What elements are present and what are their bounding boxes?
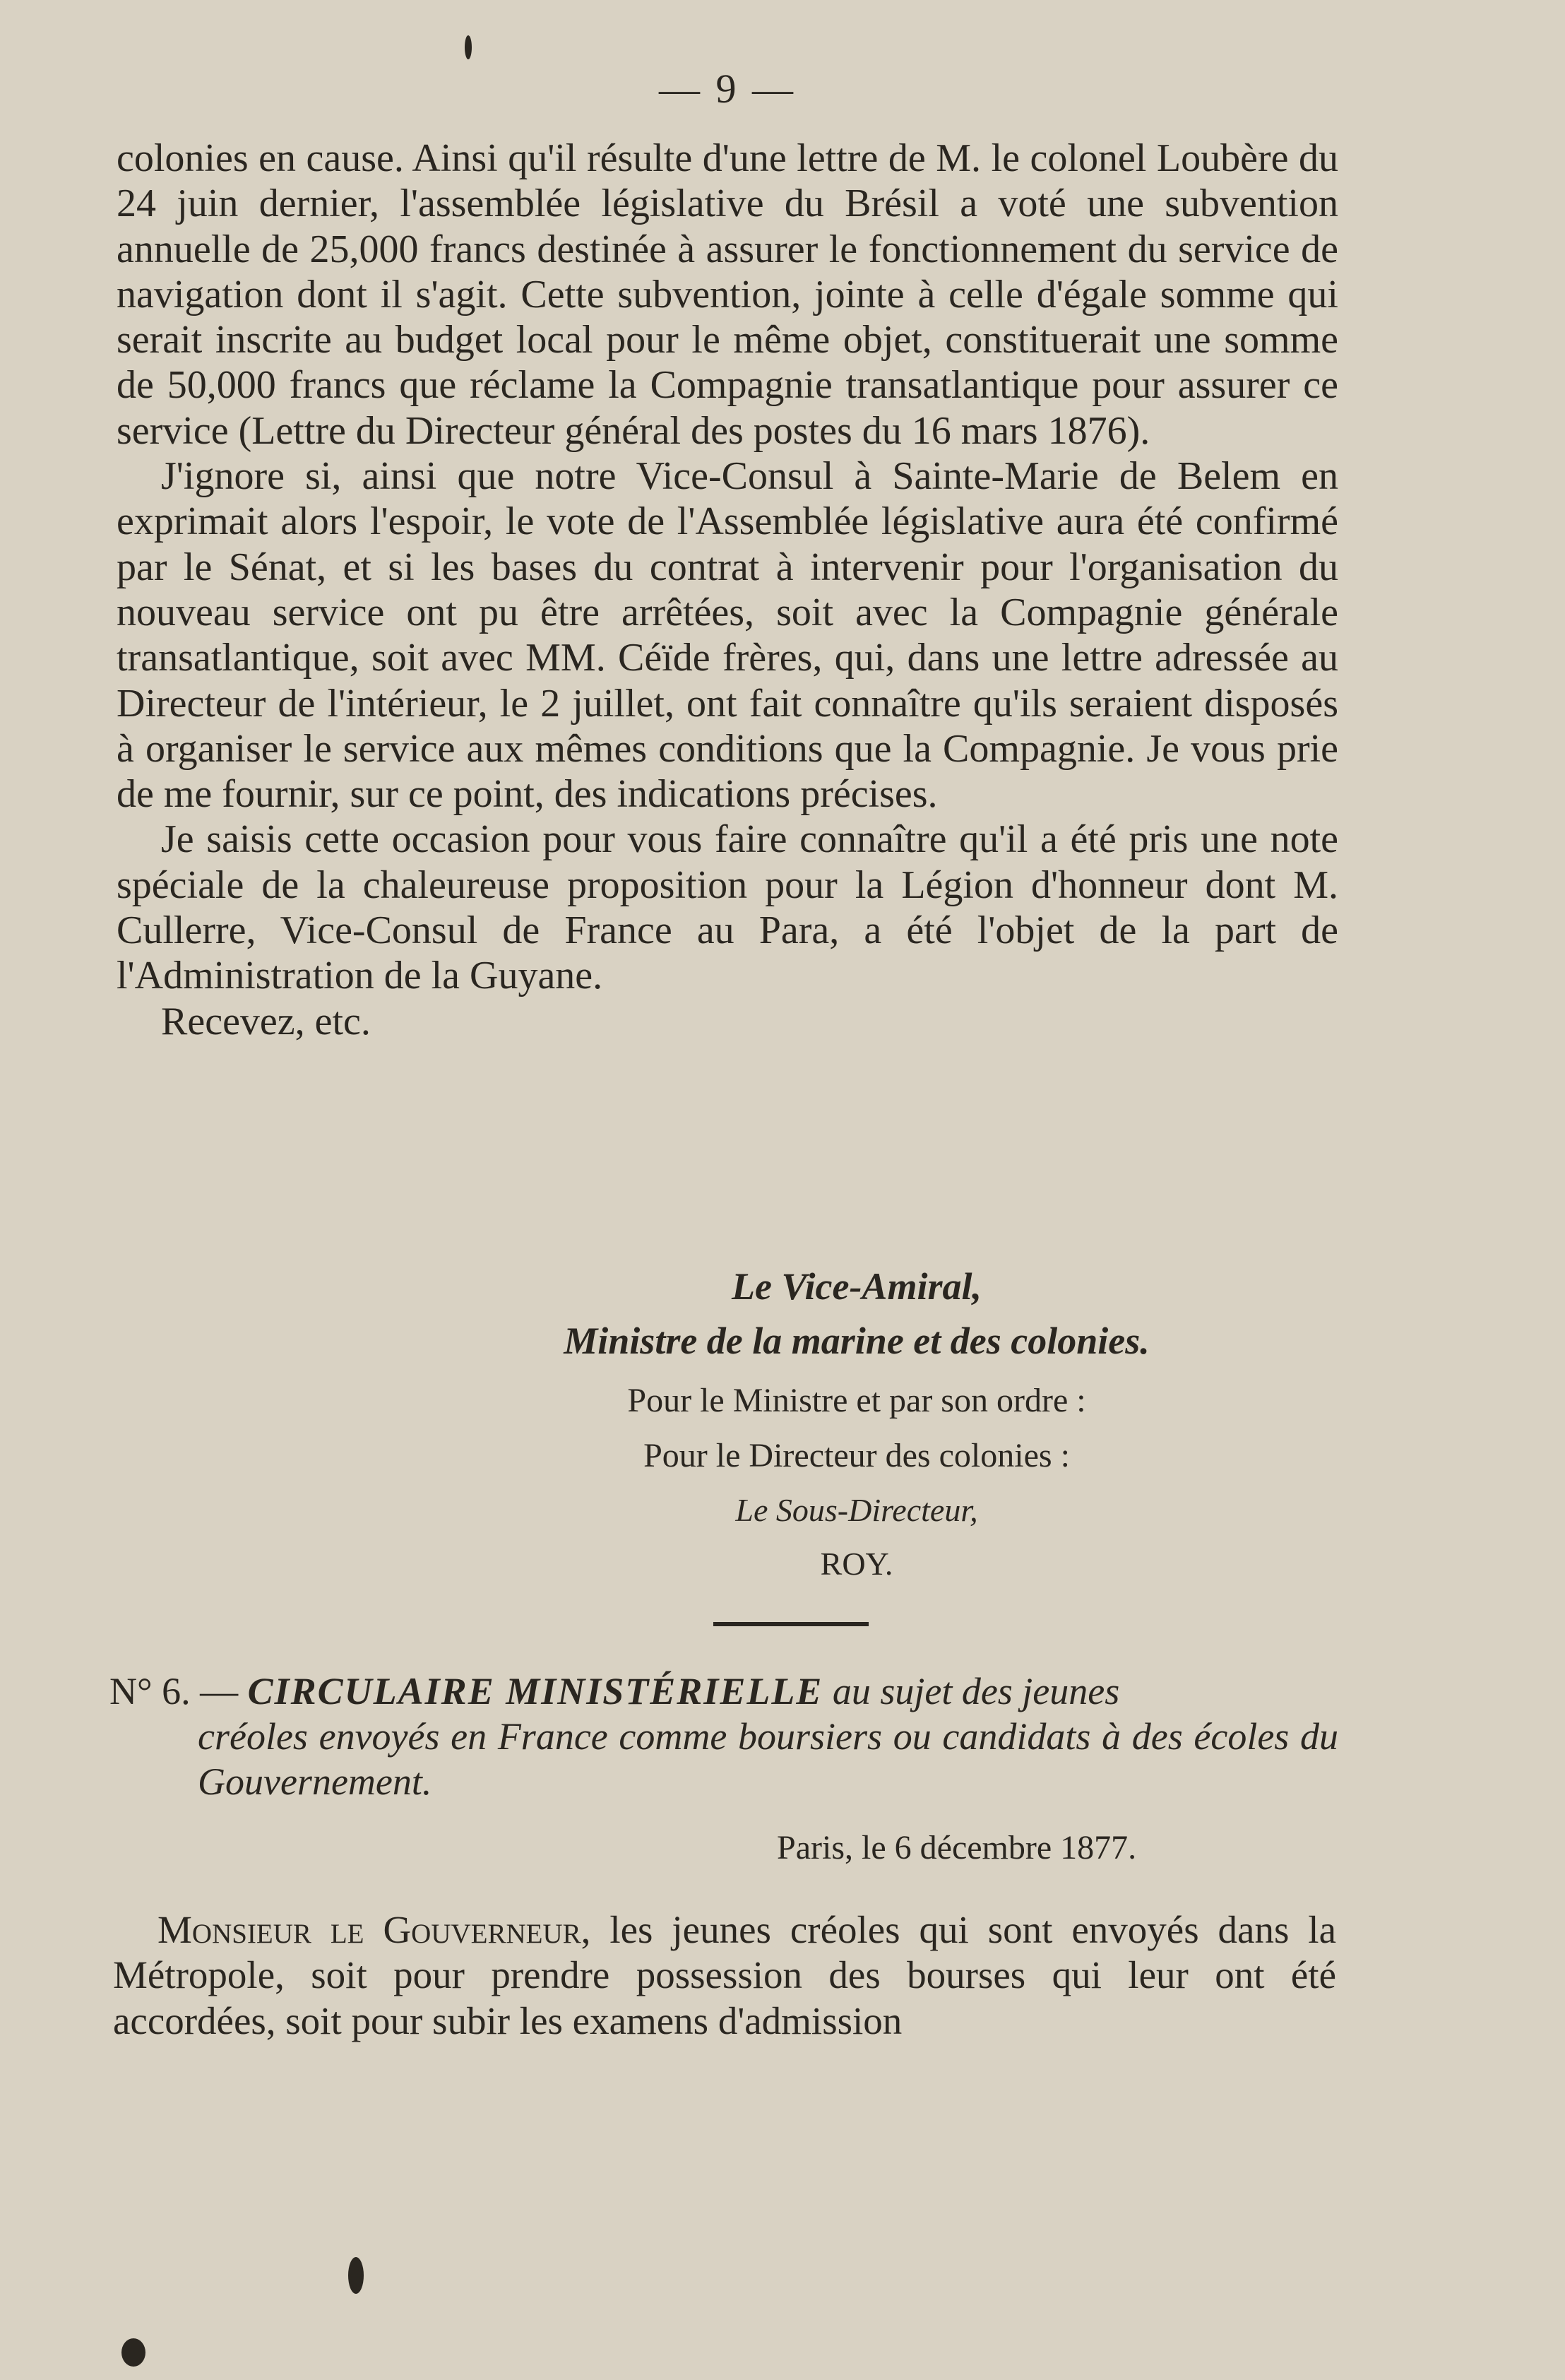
- ink-speck: [465, 35, 472, 59]
- page-number: — 9 —: [659, 66, 796, 112]
- signature-subdirector: Le Sous-Directeur,: [735, 1492, 978, 1528]
- closing: Recevez, etc.: [161, 999, 371, 1043]
- salutation: Monsieur le Gouverneur,: [157, 1908, 591, 1951]
- circular-text: les jeunes créoles qui sont envoyés dans la Métropole, soit pour prendre possession des bourses qui leur ont été accordées, soit pour subir les examens d'admission: [113, 1908, 1336, 2042]
- circular-body: [113, 1907, 1336, 2044]
- section-subject-rest: créoles envoyés en France comme boursiers ou candidats à des écoles du Gouvernement.: [198, 1715, 1338, 1803]
- signature-director: Pour le Directeur des colonies :: [643, 1437, 1070, 1474]
- section-divider: [713, 1622, 869, 1626]
- section-title: CIRCULAIRE MINISTÉRIELLE: [247, 1670, 823, 1712]
- paragraph-2: J'ignore si, ainsi que notre Vice-Consul à Sainte-Marie de Belem en exprimait alors l'espoir, le vote de l'Assemblée législative aura été confirmé par le Sénat, et si les bases du contrat à intervenir pour l'organisation du nouveau service ont pu être arrêtées, soit avec la Compagnie générale transatlantique, soit avec MM. Céïde frères, qui, dans une lettre adressée au Directeur de l'intérieur, le 2 juillet, ont fait connaître qu'ils seraient disposés à organiser le service aux mêmes conditions que la Compagnie. Je vous prie de me fournir, sur ce point, des indications précises.: [117, 454, 1338, 817]
- section-number: N° 6. —: [109, 1670, 239, 1712]
- section-heading: [109, 1669, 1338, 1804]
- section-subject-start: au sujet des jeunes: [832, 1670, 1120, 1712]
- signature-title: Ministre de la marine et des colonies.: [564, 1320, 1150, 1362]
- ink-speck: [121, 2338, 145, 2367]
- paragraph-3: Je saisis cette occasion pour vous faire connaître qu'il a été pris une note spéciale de la chaleureuse proposition pour la Légion d'honneur dont M. Cullerre, Vice-Consul de France au Para, a été l'objet de la part de l'Administration de la Guyane.: [117, 817, 1338, 998]
- signature-order: Pour le Ministre et par son ordre :: [627, 1382, 1086, 1419]
- letter-body: [117, 136, 1338, 1044]
- paragraph-1: colonies en cause. Ainsi qu'il résulte d'une lettre de M. le colonel Loubère du 24 juin dernier, l'assemblée législative du Brésil a voté une subvention annuelle de 25,000 francs destinée à assurer le fonctionnement du service de navigation dont il s'agit. Cette subvention, jointe à celle d'égale somme qui serait inscrite au budget local pour le même objet, constituerait une somme de 50,000 francs que réclame la Compagnie transatlantique pour assurer ce service (Lettre du Directeur général des postes du 16 mars 1876).: [117, 136, 1338, 453]
- signature-rank: Le Vice-Amiral,: [732, 1265, 982, 1308]
- dateline: Paris, le 6 décembre 1877.: [777, 1829, 1137, 1866]
- signature-name: ROY.: [820, 1546, 893, 1582]
- ink-speck: [348, 2257, 364, 2294]
